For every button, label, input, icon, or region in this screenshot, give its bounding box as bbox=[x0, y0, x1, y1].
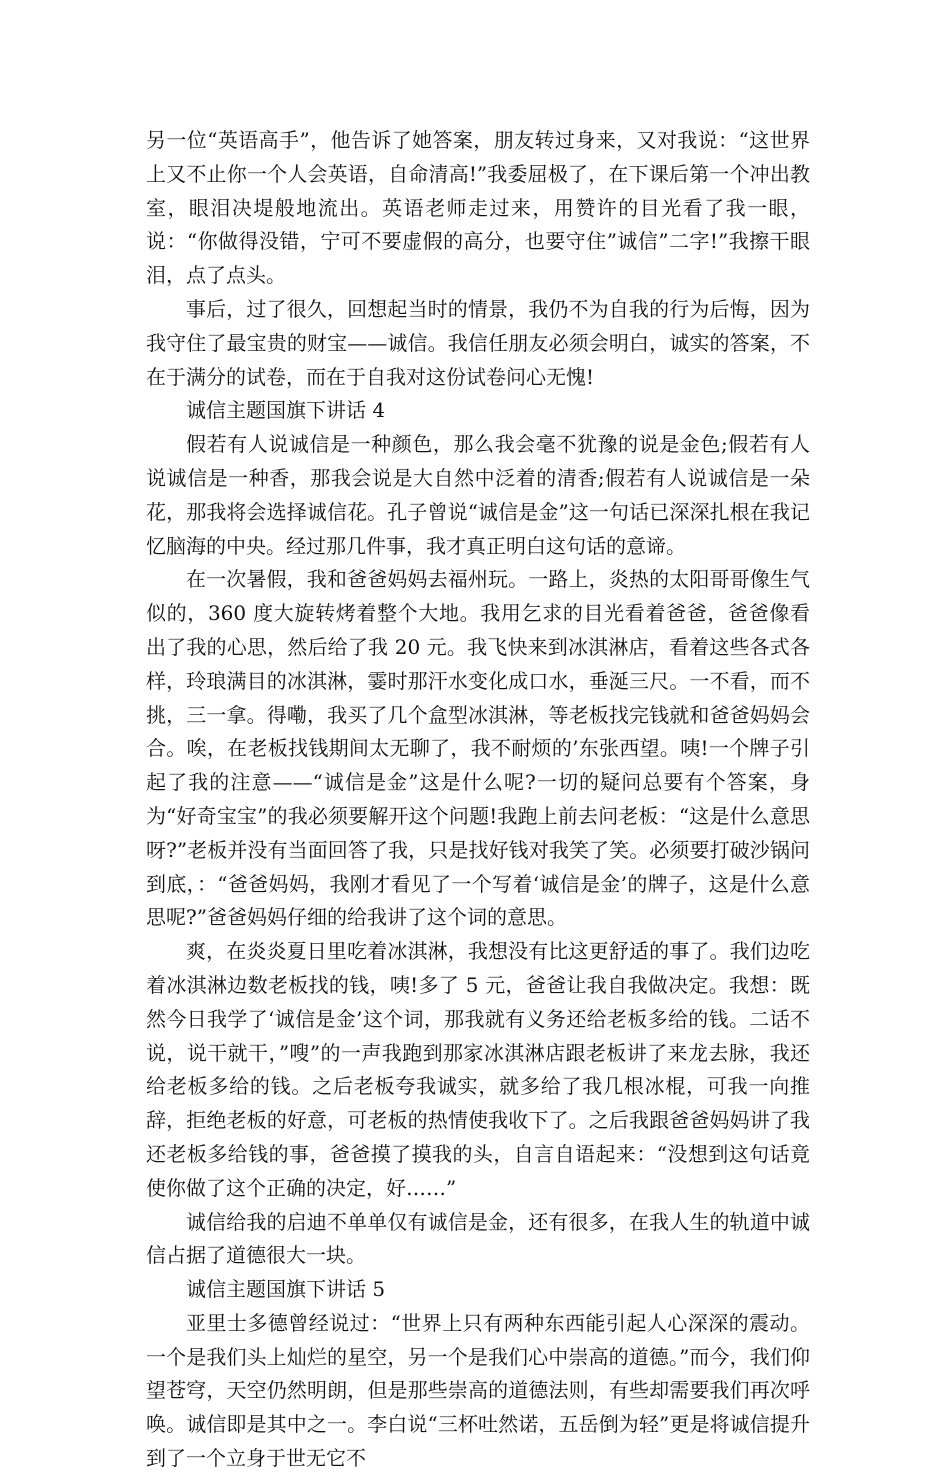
paragraph-3: 假若有人说诚信是一种颜色，那么我会毫不犹豫的说是金色;假若有人说诚信是一种香，那我会说是大自然中泛着的清香;假若有人说诚信是一朵花，那我将会选择诚信花。孔子曾说“诚信是金”这一句话已深深扎根在我记忆脑海的中央。经过那几件事，我才真正明白这句话的意谛。 bbox=[146, 432, 810, 558]
paragraph-6: 诚信给我的启迪不单单仅有诚信是金，还有很多，在我人生的轨道中诚信占据了道德很大一块。 bbox=[146, 1209, 810, 1268]
section-heading-4: 诚信主题国旗下讲话 4 bbox=[186, 398, 386, 423]
paragraph-5: 爽，在炎炎夏日里吃着冰淇淋，我想没有比这更舒适的事了。我们边吃着冰淇淋边数老板找的钱，咦!多了 5 元，爸爸让我自我做决定。我想：既然今日我学了‘诚信是金’这个词，那我就有义务还给老板多给的钱。二话不说，说干就干，”嗖”的一声我跑到那家冰淇淋店跟老板讲了来龙去脉，我还给老板多给的钱。之后老板夸我诚实，就多给了我几根冰棍，可我一向推辞，拒绝老板的好意，可老板的热情使我收下了。之后我跟爸爸妈妈讲了我还老板多给钱的事，爸爸摸了摸我的头，自言自语起来：“没想到这句话竟使你做了这个正确的决定，好……” bbox=[146, 939, 810, 1200]
paragraph-1: 另一位“英语高手”，他告诉了她答案，朋友转过身来，又对我说：“这世界上又不止你一个人会英语，自命清高!”我委屈极了，在下课后第一个冲出教室，眼泪决堤般地流出。英语老师走过来，用赞许的目光看了我一眼，说：“你做得没错，宁可不要虚假的高分，也要守住”诚信”二字!”我擦干眼泪，点了点头。 bbox=[146, 128, 810, 288]
document-page bbox=[146, 124, 810, 1476]
paragraph-2: 事后，过了很久，回想起当时的情景，我仍不为自我的行为后悔，因为我守住了最宝贵的财宝——诚信。我信任朋友必须会明白，诚实的答案，不在于满分的试卷，而在于自我对这份试卷问心无愧! bbox=[146, 296, 810, 389]
paragraph-4: 在一次暑假，我和爸爸妈妈去福州玩。一路上，炎热的太阳哥哥像生气似的，360 度大旋转烤着整个大地。我用乞求的目光看着爸爸，爸爸像看出了我的心思，然后给了我 20 元。我飞快来到冰淇淋店，看着这些各式各样，玲琅满目的冰淇淋，霎时那汗水变化成口水，垂涎三尺。一不看，而不挑，三一拿。得嘞，我买了几个盒型冰淇淋，等老板找完钱就和爸爸妈妈会合。唉，在老板找钱期间太无聊了，我不耐烦的’东张西望。咦!一个牌子引起了我的注意——“诚信是金”这是什么呢?一切的疑问总要有个答案，身为“好奇宝宝”的我必须要解开这个问题!我跑上前去问老板：“这是什么意思呀?”老板并没有当面回答了我，只是找好钱对我笑了笑。必须要打破沙锅问到底，：“爸爸妈妈，我刚才看见了一个写着‘诚信是金’的牌子，这是什么意思呢?”爸爸妈妈仔细的给我讲了这个词的意思。 bbox=[146, 567, 810, 930]
section-heading-5: 诚信主题国旗下讲话 5 bbox=[186, 1277, 386, 1302]
paragraph-7: 亚里士多德曾经说过：“世界上只有两种东西能引起人心深深的震动。一个是我们头上灿烂的星空，另一个是我们心中崇高的道德。”而今，我们仰望苍穹，天空仍然明朗，但是那些崇高的道德法则，有些却需要我们再次呼唤。诚信即是其中之一。李白说“三杯吐然诺，五岳倒为轻”更是将诚信提升到了一个立身于世无它不 bbox=[146, 1310, 810, 1471]
